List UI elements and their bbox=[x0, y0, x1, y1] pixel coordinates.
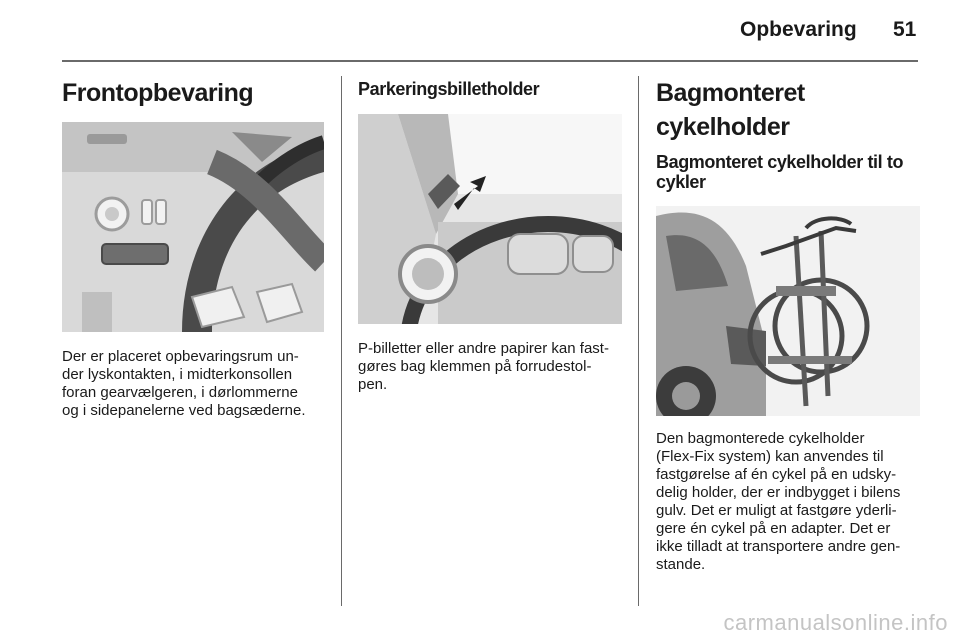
page-number: 51 bbox=[893, 18, 917, 41]
column-bagmonteret-cykelholder bbox=[656, 70, 920, 574]
section-heading: Frontopbevaring bbox=[62, 79, 254, 107]
column-divider bbox=[638, 76, 639, 606]
section-subheading: Bagmonteret cykelholder til to cykler bbox=[656, 152, 904, 192]
ticket-holder-illustration bbox=[358, 114, 622, 324]
section-body: Den bagmonterede cykelholder (Flex-Fix system) kan anvendes til fastgørelse af én cykel på en udsky- delig holder, der er indbygget i bilens gulv. Det er muligt at fastgøre yderli- gere én cykel på en adapter. Det er ikke tilladt at transportere andre gen- stande. bbox=[656, 430, 901, 573]
watermark: carmanualsonline.info bbox=[723, 610, 948, 635]
header-rule bbox=[62, 60, 918, 62]
column-parkeringsbilletholder bbox=[358, 70, 622, 394]
rear-bicycle-carrier-illustration bbox=[656, 206, 920, 416]
section-body: Der er placeret opbevaringsrum un- der lyskontakten, i midterkonsollen foran gearvælgeren, i dørlommerne og i sidepanelerne ved bagsæderne. bbox=[62, 348, 306, 419]
column-divider bbox=[341, 76, 342, 606]
section-heading: Bagmonteret cykelholder bbox=[656, 79, 805, 141]
section-heading: Parkeringsbilletholder bbox=[358, 79, 540, 99]
section-body: P-billetter eller andre papirer kan fast- gøres bag klemmen på forrudestol- pen. bbox=[358, 340, 609, 393]
page-header-title: Opbevaring bbox=[740, 18, 857, 41]
dashboard-storage-illustration bbox=[62, 122, 324, 332]
column-frontopbevaring bbox=[62, 70, 326, 420]
